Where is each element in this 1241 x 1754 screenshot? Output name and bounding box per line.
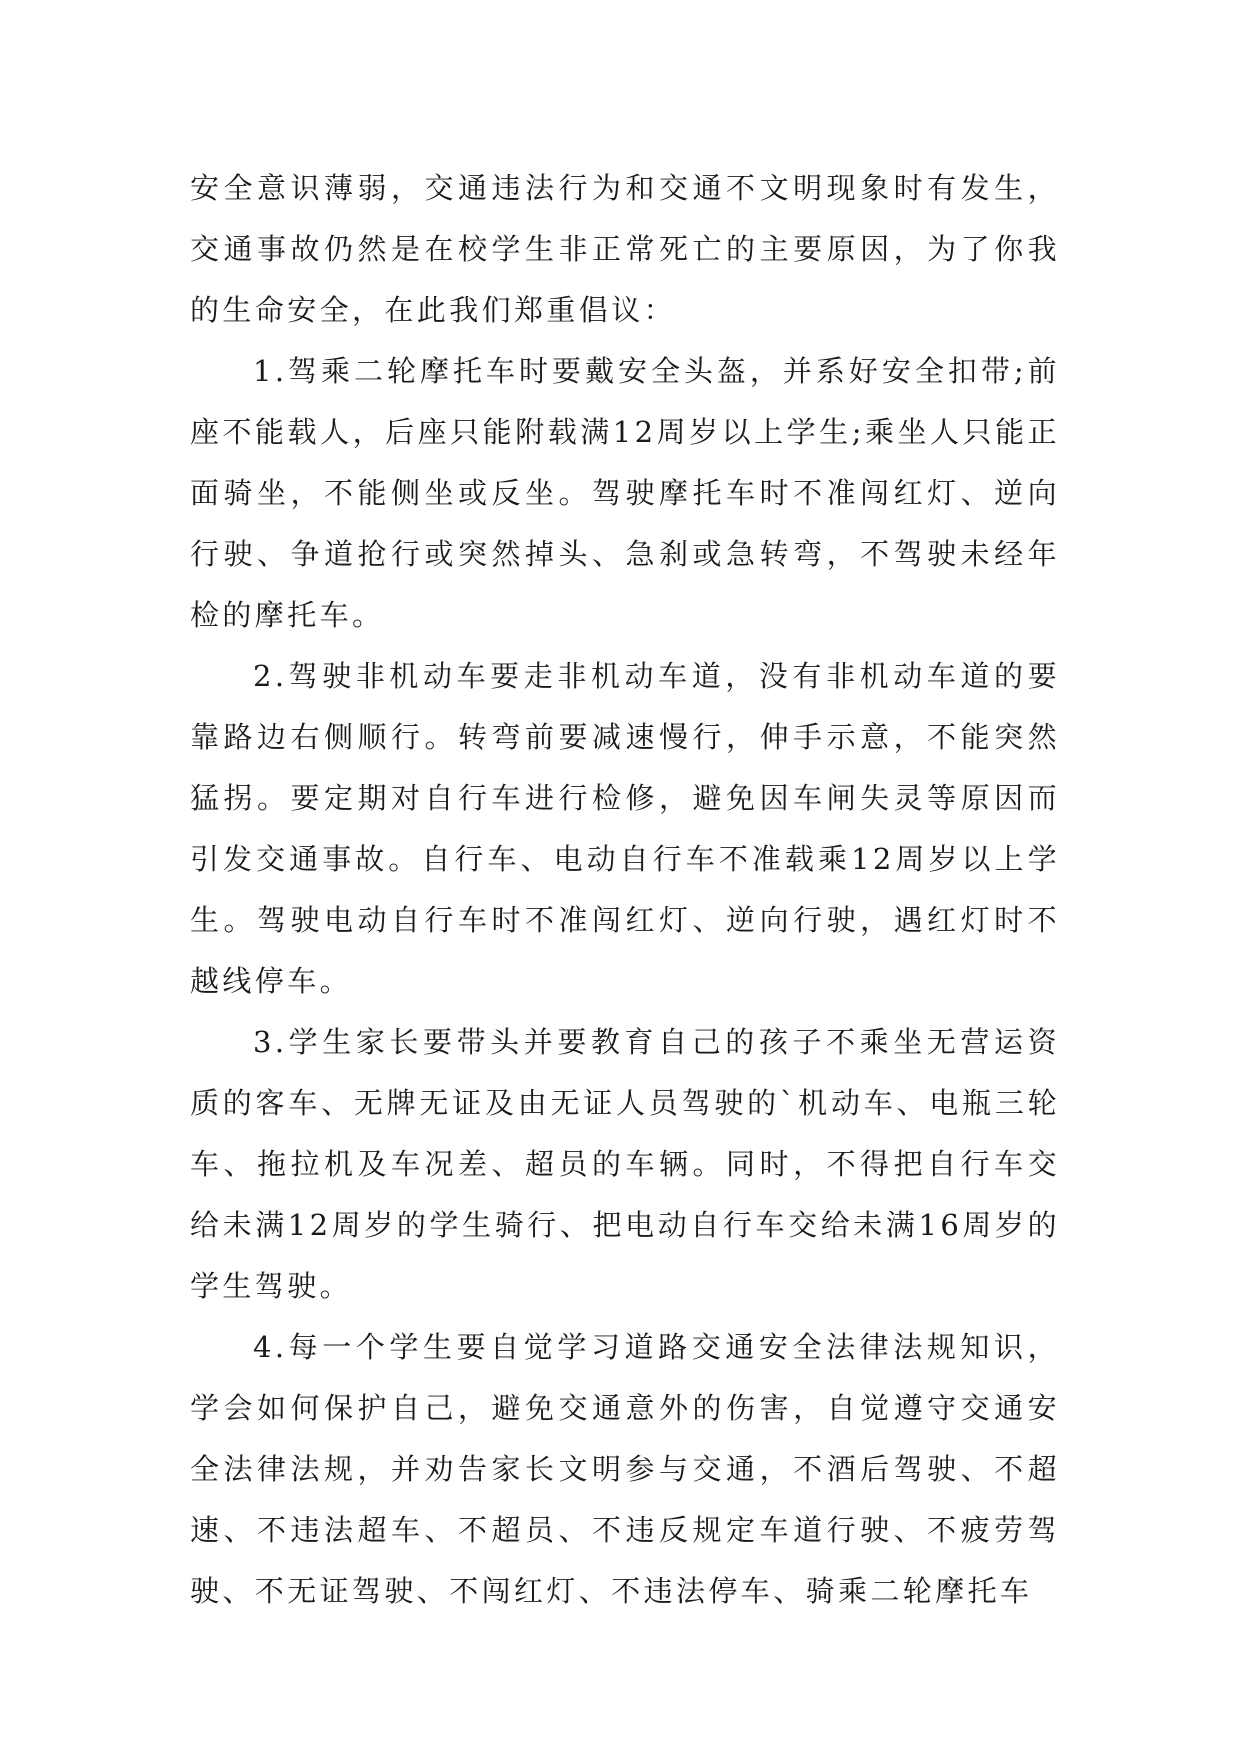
paragraph-item-3: 3.学生家长要带头并要教育自己的孩子不乘坐无营运资质的客车、无牌无证及由无证人员驾驶的`机动车、电瓶三轮车、拖拉机及车况差、超员的车辆。同时，不得把自行车交给未满12周岁的学生骑行、把电动自行车交给未满16周岁的学生驾驶。 bbox=[190, 1025, 1060, 1303]
document-body bbox=[190, 158, 1060, 1622]
paragraph-intro: 安全意识薄弱，交通违法行为和交通不文明现象时有发生，交通事故仍然是在校学生非正常死亡的主要原因，为了你我的生命安全，在此我们郑重倡议： bbox=[190, 171, 1060, 327]
paragraph-item-4: 4.每一个学生要自觉学习道路交通安全法律法规知识，学会如何保护自己，避免交通意外的伤害，自觉遵守交通安全法律法规，并劝告家长文明参与交通，不酒后驾驶、不超速、不违法超车、不超员、不违反规定车道行驶、不疲劳驾驶、不无证驾驶、不闯红灯、不违法停车、骑乘二轮摩托车 bbox=[190, 1330, 1060, 1608]
paragraph-item-2: 2.驾驶非机动车要走非机动车道，没有非机动车道的要靠路边右侧顺行。转弯前要减速慢行，伸手示意，不能突然猛拐。要定期对自行车进行检修，避免因车闸失灵等原因而引发交通事故。自行车、电动自行车不准载乘12周岁以上学生。驾驶电动自行车时不准闯红灯、逆向行驶，遇红灯时不越线停车。 bbox=[190, 659, 1060, 998]
paragraph-item-1: 1.驾乘二轮摩托车时要戴安全头盔，并系好安全扣带;前座不能载人，后座只能附载满12周岁以上学生;乘坐人只能正面骑坐，不能侧坐或反坐。驾驶摩托车时不准闯红灯、逆向行驶、争道抢行或突然掉头、急刹或急转弯，不驾驶未经年检的摩托车。 bbox=[190, 354, 1060, 632]
